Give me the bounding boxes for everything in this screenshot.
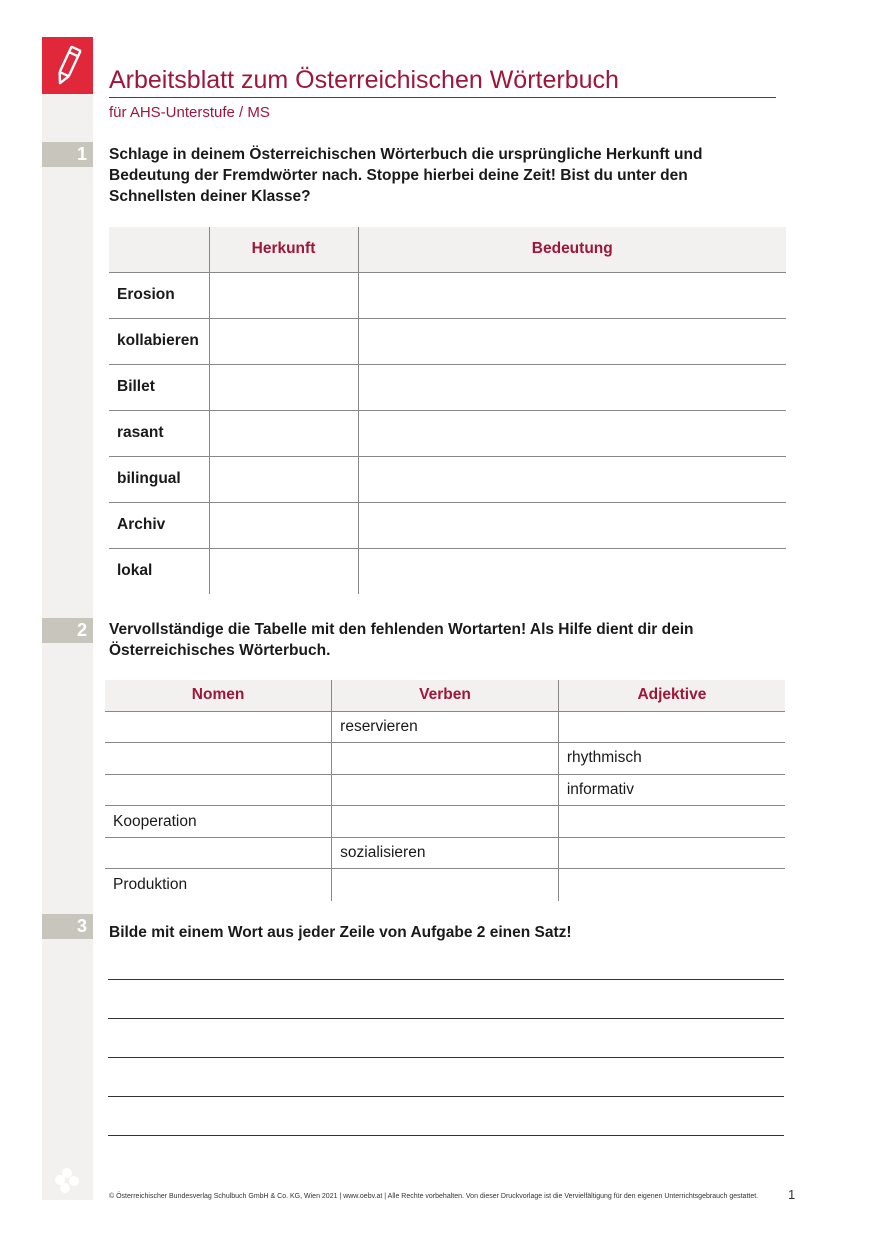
table-row — [109, 502, 786, 548]
origin-meaning-table — [109, 227, 786, 594]
bedeutung-cell[interactable] — [358, 318, 786, 364]
word-cell: bilingual — [109, 456, 209, 502]
writing-line[interactable] — [108, 1096, 784, 1097]
word-types-table — [105, 680, 785, 901]
oebv-logo-icon — [52, 1165, 82, 1195]
table-row — [105, 711, 785, 743]
herkunft-cell[interactable] — [209, 548, 358, 594]
table-header-herkunft: Herkunft — [209, 227, 358, 272]
writing-line[interactable] — [108, 1135, 784, 1136]
adjektive-cell[interactable] — [558, 837, 785, 869]
task-2-instruction: Vervollständige die Tabelle mit den fehlenden Wortarten! Als Hilfe dient dir dein Österreichisches Wörterbuch. — [109, 621, 694, 659]
herkunft-cell[interactable] — [209, 502, 358, 548]
pencil-icon — [53, 45, 83, 87]
nomen-cell[interactable] — [105, 837, 332, 869]
task-number-3: 3 — [42, 914, 93, 939]
table-header-row — [109, 227, 786, 272]
nomen-cell: Produktion — [113, 876, 188, 894]
header-logo — [42, 37, 93, 94]
table-row — [105, 837, 785, 869]
table-row — [109, 456, 786, 502]
table-header-adjektive: Adjektive — [558, 680, 785, 711]
word-cell: rasant — [109, 410, 209, 456]
nomen-cell[interactable] — [105, 711, 332, 743]
task-1-instruction: Schlage in deinem Österreichischen Wörterbuch die ursprüngliche Herkunft und Bedeutung der Fremdwörter nach. Stoppe hierbei deine Zeit! Bist du unter den Schnellsten deiner Klasse? — [109, 146, 703, 205]
sidebar-strip — [42, 94, 93, 1200]
task-number-2: 2 — [42, 618, 93, 643]
verben-cell: reservieren — [332, 711, 559, 743]
herkunft-cell[interactable] — [209, 272, 358, 318]
herkunft-cell[interactable] — [209, 410, 358, 456]
table-header-bedeutung: Bedeutung — [358, 227, 786, 272]
table-row — [105, 743, 785, 775]
adjektive-cell: informativ — [558, 774, 785, 806]
table-header-empty — [109, 227, 209, 272]
table-header-verben: Verben — [332, 680, 559, 711]
table-header-row — [105, 680, 785, 711]
adjektive-cell: rhythmisch — [558, 743, 785, 775]
verben-cell[interactable] — [332, 869, 559, 901]
table-row — [109, 548, 786, 594]
writing-line[interactable] — [108, 979, 784, 980]
page-title: Arbeitsblatt zum Österreichischen Wörterbuch — [109, 64, 776, 98]
word-cell: Erosion — [109, 272, 209, 318]
herkunft-cell[interactable] — [209, 456, 358, 502]
adjektive-cell[interactable] — [558, 711, 785, 743]
bedeutung-cell[interactable] — [358, 272, 786, 318]
word-cell: kollabieren — [109, 318, 209, 364]
verben-cell[interactable] — [332, 806, 559, 838]
word-cell: lokal — [117, 562, 153, 580]
word-cell: Billet — [109, 364, 209, 410]
table-row — [105, 869, 785, 901]
herkunft-cell[interactable] — [209, 318, 358, 364]
bedeutung-cell[interactable] — [358, 548, 786, 594]
verben-cell[interactable] — [332, 774, 559, 806]
table-row — [109, 318, 786, 364]
table-row — [105, 806, 785, 838]
page-subtitle: für AHS-Unterstufe / MS — [109, 104, 270, 121]
bedeutung-cell[interactable] — [358, 410, 786, 456]
writing-line[interactable] — [108, 1018, 784, 1019]
copyright-notice: © Österreichischer Bundesverlag Schulbuch GmbH & Co. KG, Wien 2021 | www.oebv.at | Alle Rechte vorbehalten. Von dieser Druckvorlage ist die Vervielfältigung für den eigenen Unterrichtsgebrauch gestattet. — [109, 1193, 759, 1200]
adjektive-cell[interactable] — [558, 869, 785, 901]
bedeutung-cell[interactable] — [358, 456, 786, 502]
table-header-nomen: Nomen — [105, 680, 332, 711]
adjektive-cell[interactable] — [558, 806, 785, 838]
bedeutung-cell[interactable] — [358, 502, 786, 548]
nomen-cell[interactable] — [105, 774, 332, 806]
table-row — [109, 364, 786, 410]
word-cell: Archiv — [109, 502, 209, 548]
herkunft-cell[interactable] — [209, 364, 358, 410]
page-number: 1 — [788, 1187, 796, 1202]
nomen-cell: Kooperation — [105, 806, 332, 838]
verben-cell[interactable] — [332, 743, 559, 775]
task-number-1: 1 — [42, 142, 93, 167]
table-row — [109, 410, 786, 456]
verben-cell: sozialisieren — [332, 837, 559, 869]
bedeutung-cell[interactable] — [358, 364, 786, 410]
table-row — [109, 272, 786, 318]
task-3-instruction: Bilde mit einem Wort aus jeder Zeile von Aufgabe 2 einen Satz! — [109, 924, 572, 941]
writing-line[interactable] — [108, 1057, 784, 1058]
table-row — [105, 774, 785, 806]
nomen-cell[interactable] — [105, 743, 332, 775]
